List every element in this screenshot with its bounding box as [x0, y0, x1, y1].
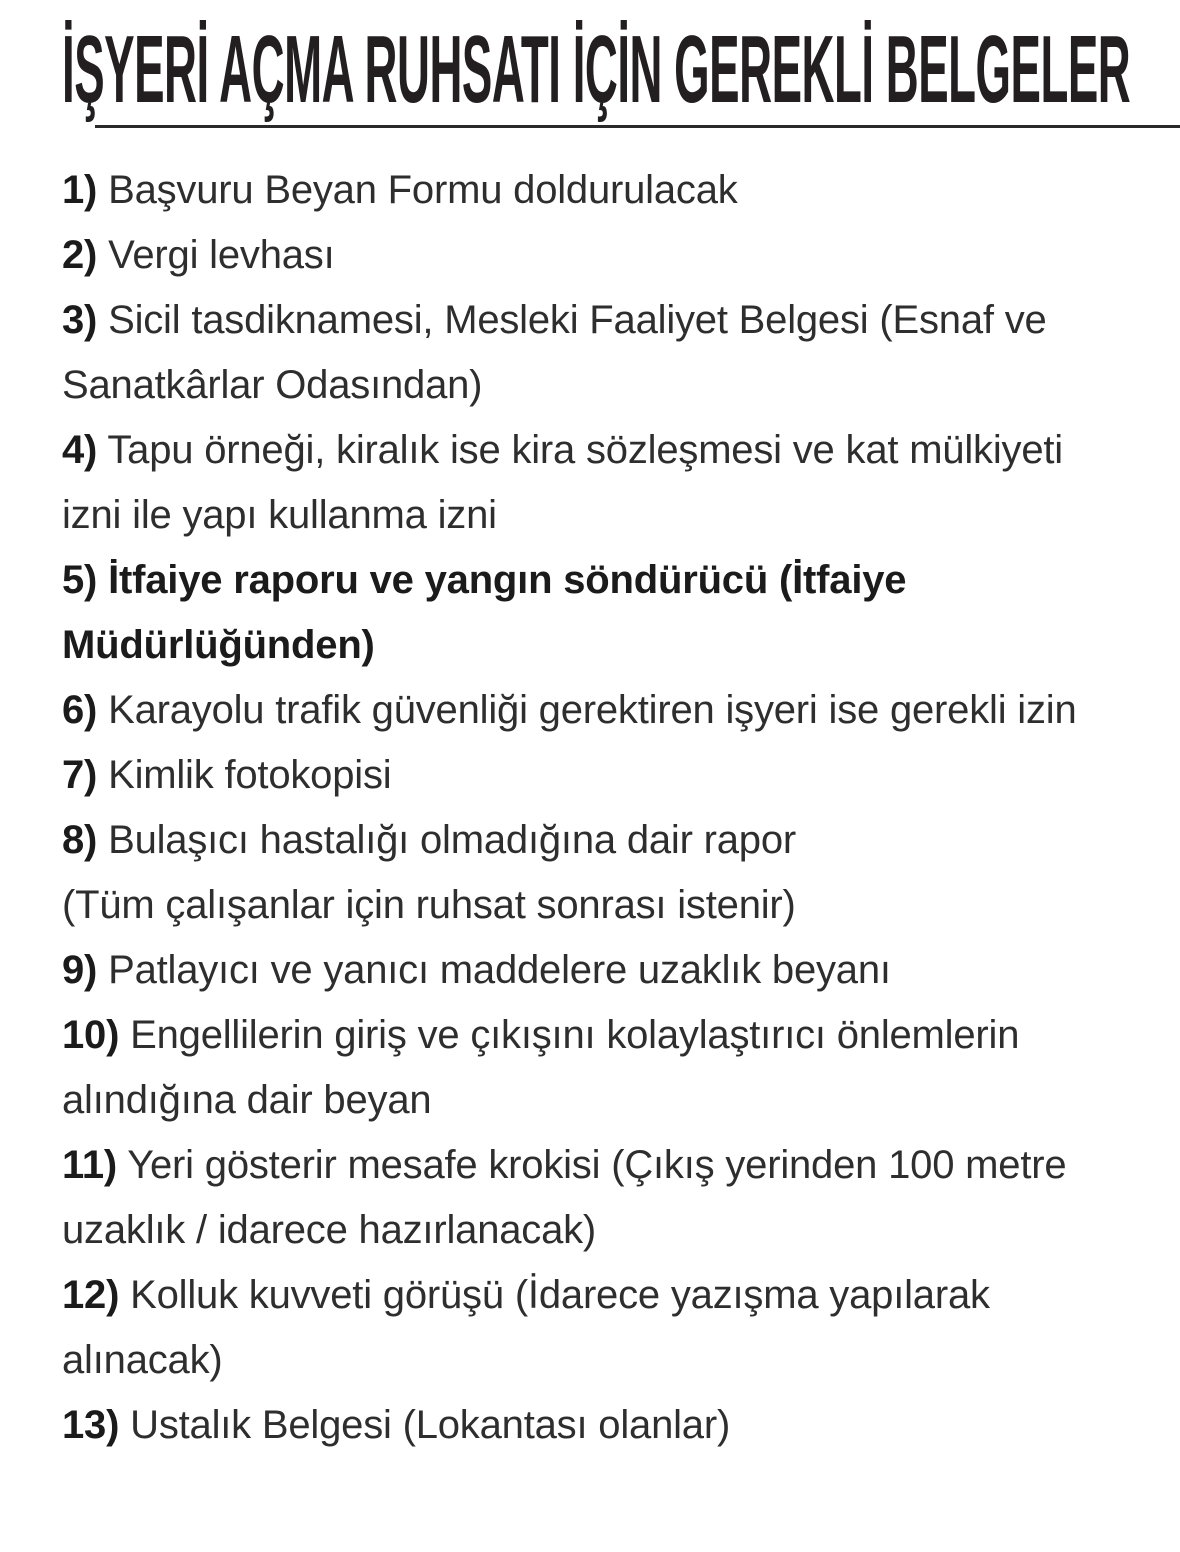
item-number: 1): [62, 168, 98, 212]
item-number: 12): [62, 1273, 120, 1317]
list-item: [62, 418, 1128, 548]
page-title-text: İŞYERİ AÇMA RUHSATI İÇİN GEREKLİ BELGELER: [62, 16, 1131, 123]
item-text: Sicil tasdiknamesi, Mesleki Faaliyet Belgesi (Esnaf ve Sanatkârlar Odasından): [62, 298, 1047, 407]
list-item: [62, 1003, 1128, 1133]
list-item: [62, 938, 1128, 1003]
item-text: Başvuru Beyan Formu doldurulacak: [97, 168, 738, 212]
item-number: 13): [62, 1403, 120, 1447]
list-item: [62, 158, 1128, 223]
item-text: Bulaşıcı hastalığı olmadığına dair rapor: [97, 818, 797, 862]
item-text: Ustalık Belgesi (Lokantası olanlar): [119, 1403, 731, 1447]
item-number: 8): [62, 818, 98, 862]
item-number: 10): [62, 1013, 120, 1057]
item-number: 3): [62, 298, 98, 342]
item-text: Engellilerin giriş ve çıkışını kolaylaştırıcı önlemlerin alındığına dair beyan: [62, 1013, 1020, 1122]
item-text: İtfaiye raporu ve yangın söndürücü (İtfaiye Müdürlüğünden): [62, 558, 907, 667]
list-item: [62, 1393, 1128, 1458]
list-item: [62, 288, 1128, 418]
list-item: [62, 223, 1128, 288]
item-text: Vergi levhası: [97, 233, 335, 277]
item-number: 11): [62, 1143, 118, 1187]
page-title: [62, 16, 1180, 123]
item-number: 5): [62, 558, 98, 602]
item-number: 9): [62, 948, 98, 992]
item-text: Yeri gösterir mesafe krokisi (Çıkış yerinden 100 metre uzaklık / idarece hazırlanacak): [62, 1143, 1067, 1252]
document-list: [62, 158, 1128, 1458]
item-text: Kolluk kuvveti görüşü (İdarece yazışma yapılarak alınacak): [62, 1273, 990, 1382]
item-text: Karayolu trafik güvenliği gerektiren işyeri ise gerekli izin: [97, 688, 1077, 732]
item-number: 2): [62, 233, 98, 277]
list-item: [62, 808, 1128, 938]
item-note: (Tüm çalışanlar için ruhsat sonrası istenir): [62, 883, 796, 927]
list-item: [62, 743, 1128, 808]
list-item: [62, 678, 1128, 743]
header: [0, 0, 1180, 128]
item-number: 4): [62, 428, 98, 472]
item-number: 6): [62, 688, 98, 732]
item-number: 7): [62, 753, 98, 797]
list-item: [62, 548, 1128, 678]
item-text: Patlayıcı ve yanıcı maddelere uzaklık beyanı: [97, 948, 891, 992]
item-text: Kimlik fotokopisi: [97, 753, 392, 797]
item-text: Tapu örneği, kiralık ise kira sözleşmesi ve kat mülkiyeti izni ile yapı kullanma izni: [62, 428, 1063, 537]
list-item: [62, 1263, 1128, 1393]
list-item: [62, 1133, 1128, 1263]
title-divider: [95, 125, 1180, 128]
